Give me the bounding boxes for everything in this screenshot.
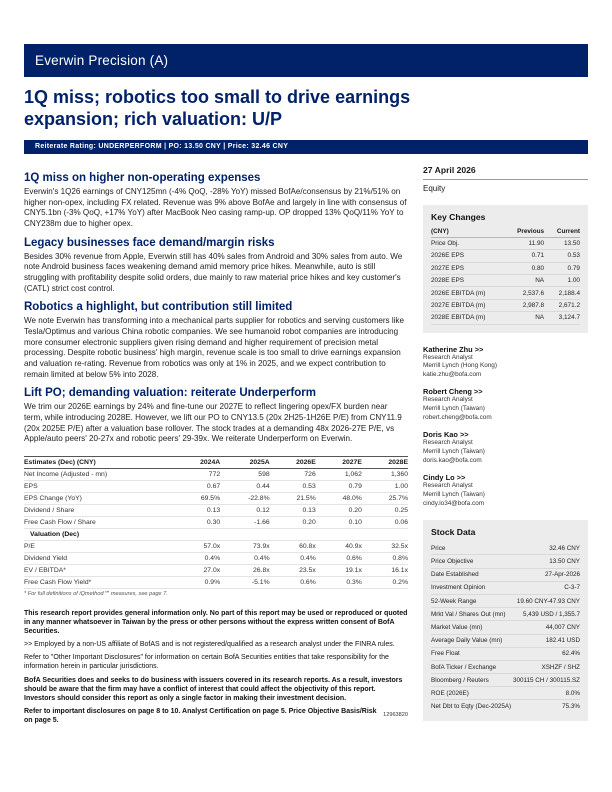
sd-label: Bloomberg / Reuters: [431, 676, 489, 684]
kc-row-label: 2027E EPS: [431, 262, 503, 274]
row-label: Dividend Yield: [24, 553, 173, 565]
section-body: Everwin's 1Q26 earnings of CNY125mn (-4% QoQ, -28% YoY) missed BofAe/consensus by 21%/51% on higher non-opex, including FX related. Revenue was 9% above BofAe and largely in line with consensus of CNY5.1bn (-3% QoQ, +17% YoY) after MacBook Neo casing ramp-up. OP dropped 13% QoQ/11% YoY to CNY238m due to higher opex.: [24, 186, 407, 228]
sd-label: Date Established: [431, 571, 479, 579]
rating-line: Reiterate Rating: UNDERPERFORM | PO: 13.50 CNY | Price: 32.46 CNY: [35, 143, 289, 151]
sidebar: [423, 165, 588, 733]
sd-value: 27-Apr-2026: [544, 571, 580, 579]
sd-label: Market Value (mn): [431, 623, 483, 631]
stock-data-row: [431, 542, 580, 555]
column-header: 2024A: [173, 457, 220, 469]
report-section: [24, 387, 408, 445]
kc-previous: 0.71: [503, 250, 544, 262]
sd-value: 300115 CH / 300115.SZ: [513, 676, 580, 684]
table-cell: 0.13: [173, 505, 220, 517]
table-cell: 23.5x: [270, 565, 316, 577]
kc-row-label: 2028E EBITDA (m): [431, 312, 503, 324]
analyst-role: Research Analyst: [423, 482, 473, 490]
stock-data-title: Stock Data: [431, 527, 476, 538]
column-header: 2026E: [270, 457, 316, 469]
table-cell: 726: [270, 469, 316, 481]
analyst-email[interactable]: katie.zhu@bofa.com: [423, 370, 482, 378]
table-cell: 0.10: [316, 517, 362, 529]
kc-col-header: (CNY): [431, 227, 503, 238]
column-header: 2028E: [362, 457, 408, 469]
sd-value: 182.41 USD: [545, 637, 580, 645]
analyst-role: Research Analyst: [423, 353, 473, 361]
table-cell: 21.5%: [270, 493, 316, 505]
analyst-email[interactable]: cindy.lo34@bofa.com: [423, 499, 485, 507]
main-column: [24, 165, 408, 733]
table-cell: 0.25: [362, 505, 408, 517]
valuation-subheader-row: [24, 529, 408, 541]
kc-previous: NA: [503, 312, 544, 324]
key-changes-box: [423, 205, 588, 333]
table-cell: 25.7%: [362, 493, 408, 505]
key-changes-row: [431, 287, 580, 299]
company-name: Everwin Precision (A): [35, 53, 169, 68]
table-cell: 0.9%: [173, 577, 220, 589]
section-body: We trim our 2026E earnings by 24% and fine-tune our 2027E to reflect lingering opex/FX burden near term, while introducing 2028E. However, we lift our PO to CNY13.5 (20x 2H25-1H26E P/E) from CNY11.9 (20x 2025E P/E) after a valuation base rollover. The stock trades at a demanding 48x 2026-27E P/E, vs Apple/auto peers' 20-27x and robotic peers' 29-39x. We reiterate Underperform on Everwin.: [24, 402, 402, 444]
report-section: [24, 301, 408, 380]
report-section: [24, 237, 408, 295]
kc-previous: 2,537.6: [503, 287, 544, 299]
table-cell: 0.53: [270, 481, 316, 493]
table-cell: 1.00: [362, 481, 408, 493]
section-body: Besides 30% revenue from Apple, Everwin still has 40% sales from Android and 30% sales from auto. We note Android business faces weakening demand amid memory price hikes. Meanwhile, auto is still struggling with profitability despite solid orders, due mainly to raw material price hikes and key customer's (CATL) strict cost control.: [24, 251, 403, 293]
table-cell: 1,360: [362, 469, 408, 481]
sd-label: 52-Week Range: [431, 597, 477, 605]
table-cell: 0.12: [220, 505, 270, 517]
sd-value: 44,007 CNY: [545, 623, 580, 631]
table-cell: 26.8x: [220, 565, 270, 577]
table-cell: 0.30: [173, 517, 220, 529]
sd-label: ROE (2026E): [431, 689, 469, 697]
kc-current: 3,124.7: [544, 312, 580, 324]
table-cell: 598: [220, 469, 270, 481]
key-changes-row: [431, 237, 580, 249]
table-cell: 73.9x: [220, 541, 270, 553]
stock-data-row: [431, 582, 580, 595]
sd-value: 75.3%: [562, 703, 580, 711]
kc-col-header: Current: [544, 227, 580, 238]
table-cell: 48.0%: [316, 493, 362, 505]
table-cell: 0.6%: [316, 553, 362, 565]
table-row: [24, 541, 408, 553]
kc-col-header: Previous: [503, 227, 544, 238]
kc-row-label: 2026E EBITDA (m): [431, 287, 503, 299]
stock-data-row: [431, 661, 580, 674]
stock-data-row: [431, 569, 580, 582]
kc-previous: 2,987.8: [503, 299, 544, 311]
disclaimer-para: Refer to "Other Important Disclosures" for information on certain BofA Securities entities that take responsibility for the information herein in particular jurisdictions.: [24, 654, 389, 671]
table-row: [24, 553, 408, 565]
sd-label: Net Dbt to Eqty (Dec-2025A): [431, 703, 512, 711]
analyst-block: [423, 387, 588, 422]
analyst-firm: Merrill Lynch (Taiwan): [423, 448, 485, 456]
stock-data-row: [431, 555, 580, 568]
analyst-block: [423, 473, 588, 508]
analyst-role: Research Analyst: [423, 439, 473, 447]
table-cell: 60.8x: [270, 541, 316, 553]
stock-data-row: [431, 687, 580, 700]
table-row: [24, 481, 408, 493]
table-cell: 0.3%: [316, 577, 362, 589]
table-row: [24, 469, 408, 481]
table-cell: 0.4%: [173, 553, 220, 565]
disclaimer-block: [24, 609, 408, 729]
table-cell: 57.0x: [173, 541, 220, 553]
table-row: [24, 577, 408, 589]
sd-label: BofA Ticker / Exchange: [431, 663, 497, 671]
table-cell: 0.4%: [220, 553, 270, 565]
section-heading: Robotics a highlight, but contribution still limited: [24, 301, 293, 314]
sd-value: 5,439 USD / 1,355.7: [522, 610, 580, 618]
estimates-table: [24, 456, 408, 589]
stock-data-row: [431, 648, 580, 661]
section-heading: 1Q miss on higher non-operating expenses: [24, 171, 261, 184]
row-label: EPS: [24, 481, 173, 493]
key-changes-header-row: [431, 227, 580, 238]
stock-data-row: [431, 621, 580, 634]
table-cell: 0.13: [270, 505, 316, 517]
sd-value: 19.60 CNY-47.93 CNY: [516, 597, 580, 605]
analysts-list: [423, 345, 588, 509]
doc-number: 12963820: [383, 711, 408, 718]
content-columns: [24, 165, 588, 733]
table-cell: 40.9x: [316, 541, 362, 553]
row-label: Free Cash Flow / Share: [24, 517, 173, 529]
table-cell: 27.0x: [173, 565, 220, 577]
company-band: [24, 44, 588, 77]
row-label: EV / EBITDA*: [24, 565, 173, 577]
table-cell: -5.1%: [220, 577, 270, 589]
disclaimer-para: This research report provides general information only. No part of this report may be used or reproduced or quoted in any manner whatsoever in Taiwan by the press or other persons without the express written consent of BofA Securities.: [24, 610, 408, 636]
report-date: 27 April 2026: [423, 165, 588, 180]
row-label: Free Cash Flow Yield*: [24, 577, 173, 589]
analyst-name[interactable]: Katherine Zhu >>: [423, 344, 484, 354]
kc-previous: NA: [503, 275, 544, 287]
sd-value: 32.46 CNY: [549, 544, 580, 552]
kc-row-label: Price Obj.: [431, 237, 503, 249]
kc-row-label: 2026E EPS: [431, 250, 503, 262]
table-cell: 0.44: [220, 481, 270, 493]
table-cell: 0.67: [173, 481, 220, 493]
sd-value: C-3-7: [564, 584, 580, 592]
table-cell: -22.8%: [220, 493, 270, 505]
kc-row-label: 2027E EBITDA (m): [431, 299, 503, 311]
row-label: Net Income (Adjusted - mn): [24, 469, 173, 481]
rating-bar: [24, 140, 588, 154]
table-cell: 0.2%: [362, 577, 408, 589]
row-label: P/E: [24, 541, 173, 553]
key-changes-table: [431, 227, 580, 325]
table-row: [24, 505, 408, 517]
sd-value: 13.50 CNY: [549, 558, 580, 565]
stock-data-row: [431, 674, 580, 687]
analyst-name[interactable]: Doris Kao >>: [423, 430, 469, 440]
sd-label: Price Objective: [431, 558, 474, 565]
key-changes-row: [431, 312, 580, 324]
section-body: We note Everwin has transforming into a mechanical parts supplier for robotics and serving customers like Tesla/Optimus and various China robotic companies. We see humanoid robot companies are introducing more consumer electronic suppliers given rising demand and higher requirement of precision metal processing. Despite robotic business' high margin, revenue scale is too small to drive earnings expansion and valuation re-rating. Revenue from robotics was only at 1% in 2025, and we expect contribution to remain limited at below 5% into 2028.: [24, 316, 404, 379]
disclaimer-para: Refer to important disclosures on page 8 to 10. Analyst Certification on page 5. Price Objective Basis/Risk on page 5.: [24, 707, 377, 724]
analyst-firm: Merrill Lynch (Taiwan): [423, 405, 485, 413]
stock-data-row: [431, 635, 580, 648]
analyst-name[interactable]: Cindy Lo >>: [423, 473, 466, 483]
row-label: EPS Change (YoY): [24, 493, 173, 505]
table-cell: 0.79: [316, 481, 362, 493]
key-changes-row: [431, 250, 580, 262]
analyst-firm: Merrill Lynch (Taiwan): [423, 490, 485, 498]
table-cell: 16.1x: [362, 565, 408, 577]
table-row: [24, 517, 408, 529]
kc-current: 0.53: [544, 250, 580, 262]
sd-label: Free Float: [431, 650, 460, 658]
analyst-firm: Merrill Lynch (Hong Kong): [423, 362, 497, 370]
table-cell: 1,062: [316, 469, 362, 481]
table-cell: 0.06: [362, 517, 408, 529]
section-heading: Legacy businesses face demand/margin risks: [24, 236, 275, 249]
table-cell: 0.20: [270, 517, 316, 529]
sd-value: XSHZF / SHZ: [541, 663, 580, 671]
analyst-role: Research Analyst: [423, 396, 473, 404]
sd-label: Average Daily Value (mn): [431, 637, 503, 645]
kc-previous: 11.90: [503, 237, 544, 249]
table-cell: 69.5%: [173, 493, 220, 505]
table-cell: 0.4%: [270, 553, 316, 565]
analyst-email[interactable]: robert.cheng@bofa.com: [423, 413, 492, 421]
column-header: 2027E: [316, 457, 362, 469]
analyst-block: [423, 345, 588, 380]
key-changes-row: [431, 262, 580, 274]
table-footnote: * For full definitions of iQmethod℠ measures, see page 7.: [24, 591, 168, 597]
table-cell: 772: [173, 469, 220, 481]
sd-value: 62.4%: [562, 650, 580, 658]
sd-value: 8.0%: [565, 689, 580, 697]
key-changes-row: [431, 275, 580, 287]
equity-label: Equity: [423, 183, 446, 193]
table-cell: -1.66: [220, 517, 270, 529]
stock-data-rows: [431, 542, 580, 712]
section-heading: Lift PO; demanding valuation: reiterate Underperform: [24, 387, 317, 400]
stock-data-row: [431, 595, 580, 608]
sd-label: Price: [431, 544, 446, 552]
sd-label: Mrkt Val / Shares Out (mn): [431, 610, 506, 618]
valuation-subheader: Valuation (Dec): [24, 529, 408, 541]
key-changes-title: Key Changes: [431, 211, 486, 222]
estimates-header-row: [24, 457, 408, 469]
stock-data-box: [423, 520, 588, 720]
analyst-name[interactable]: Robert Cheng >>: [423, 387, 483, 397]
table-cell: 0.8%: [362, 553, 408, 565]
kc-current: 1.00: [544, 275, 580, 287]
report-section: [24, 172, 408, 230]
table-row: [24, 493, 408, 505]
report-title: 1Q miss; robotics too small to drive earnings expansion; rich valuation: U/P: [24, 87, 411, 129]
kc-current: 0.79: [544, 262, 580, 274]
table-cell: 19.1x: [316, 565, 362, 577]
kc-row-label: 2028E EPS: [431, 275, 503, 287]
table-cell: 0.20: [316, 505, 362, 517]
key-changes-row: [431, 299, 580, 311]
row-label: Dividend / Share: [24, 505, 173, 517]
kc-current: 2,188.4: [544, 287, 580, 299]
disclaimer-para: BofA Securities does and seeks to do business with issuers covered in its research reports. As a result, investors should be aware that the firm may have a conflict of interest that could affect the objectivity of this report. Investors should consider this report as only a single factor in making their investment decision.: [24, 676, 403, 702]
analyst-block: [423, 430, 588, 465]
kc-previous: 0.80: [503, 262, 544, 274]
sd-label: Investment Opinion: [431, 584, 486, 592]
disclaimer-para: >> Employed by a non-US affiliate of BofAS and is not registered/qualified as a research analyst under the FINRA rules.: [24, 641, 395, 649]
table-cell: 32.5x: [362, 541, 408, 553]
estimates-table-title: Estimates (Dec) (CNY): [24, 457, 173, 469]
stock-data-row: [431, 608, 580, 621]
stock-data-row: [431, 700, 580, 712]
kc-current: 2,671.2: [544, 299, 580, 311]
table-row: [24, 565, 408, 577]
kc-current: 13.50: [544, 237, 580, 249]
analyst-email[interactable]: doris.kao@bofa.com: [423, 456, 482, 464]
column-header: 2025A: [220, 457, 270, 469]
table-cell: 0.6%: [270, 577, 316, 589]
